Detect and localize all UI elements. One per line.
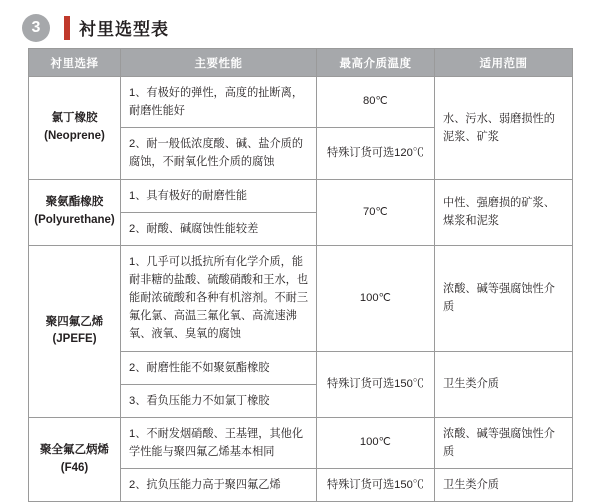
lining-name-cn: 氯丁橡胶 [51, 111, 98, 124]
table-row [29, 417, 573, 468]
table-body [29, 77, 573, 502]
temperature-cell: 特殊订货可选150℃ [317, 351, 435, 417]
table-row [29, 245, 573, 351]
lining-name-en: (JPEFE) [52, 333, 97, 346]
column-header-temperature: 最高介质温度 [317, 49, 435, 77]
column-header-performance: 主要性能 [121, 49, 317, 77]
lining-name-cn: 聚全氟乙炳烯 [40, 443, 109, 456]
table-header-row [29, 49, 573, 77]
scope-cell: 卫生类介质 [435, 351, 573, 417]
table-container [0, 44, 600, 502]
lining-name-cn: 聚氨酯橡胶 [45, 196, 104, 209]
scope-cell: 浓酸、碱等强腐蚀性介质 [435, 417, 573, 468]
lining-cell-polyurethane [29, 179, 121, 245]
performance-cell: 2、耐酸、碱腐蚀性能较差 [121, 212, 317, 245]
scope-cell: 浓酸、碱等强腐蚀性介质 [435, 245, 573, 351]
lining-cell-f46 [29, 417, 121, 501]
performance-cell: 2、耐磨性能不如聚氨酯橡胶 [121, 351, 317, 384]
table-row [29, 179, 573, 212]
page-title [64, 15, 169, 40]
lining-cell-neoprene [29, 77, 121, 180]
performance-cell: 2、耐一般低浓度酸、碱、盐介质的腐蚀，不耐氧化性介质的腐蚀 [121, 128, 317, 179]
column-header-scope: 适用范围 [435, 49, 573, 77]
performance-cell: 3、看负压能力不如氯丁橡胶 [121, 384, 317, 417]
lining-cell-jpefe [29, 245, 121, 417]
performance-cell: 2、抗负压能力高于聚四氟乙烯 [121, 469, 317, 502]
temperature-cell: 特殊订货可选150℃ [317, 469, 435, 502]
table-row [29, 77, 573, 128]
performance-cell: 1、几乎可以抵抗所有化学介质，能耐非糖的盐酸、硫酸硝酸和王水，也能耐浓硫酸和各种有机溶剂。不耐三氟化氯、高温三氟化氧、高流速沸氧、液氧、臭氧的腐蚀 [121, 245, 317, 351]
lining-name-en: (F46) [60, 461, 89, 474]
scope-cell: 卫生类介质 [435, 469, 573, 502]
page-header [0, 0, 600, 44]
lining-name-en: (Neoprene) [44, 129, 105, 142]
column-header-lining: 衬里选择 [29, 49, 121, 77]
temperature-cell: 70℃ [317, 179, 435, 245]
page-title-text: 衬里选型表 [79, 20, 169, 39]
title-accent-bar [64, 16, 70, 40]
lining-name-cn: 聚四氟乙烯 [45, 315, 104, 328]
scope-cell: 中性、强磨损的矿浆、煤浆和泥浆 [435, 179, 573, 245]
scope-cell: 水、污水、弱磨损性的泥浆、矿浆 [435, 77, 573, 180]
temperature-cell: 80℃ [317, 77, 435, 128]
performance-cell: 1、具有极好的耐磨性能 [121, 179, 317, 212]
lining-selection-table [28, 48, 573, 502]
performance-cell: 1、有极好的弹性，高度的扯断离，耐磨性能好 [121, 77, 317, 128]
temperature-cell: 100℃ [317, 417, 435, 468]
lining-name-en: (Polyurethane) [34, 214, 115, 227]
performance-cell: 1、不耐发烟硝酸、王基锂，其他化学性能与聚四氟乙烯基本相同 [121, 417, 317, 468]
temperature-cell: 特殊订货可选120℃ [317, 128, 435, 179]
temperature-cell: 100℃ [317, 245, 435, 351]
section-number-badge: 3 [22, 14, 50, 42]
